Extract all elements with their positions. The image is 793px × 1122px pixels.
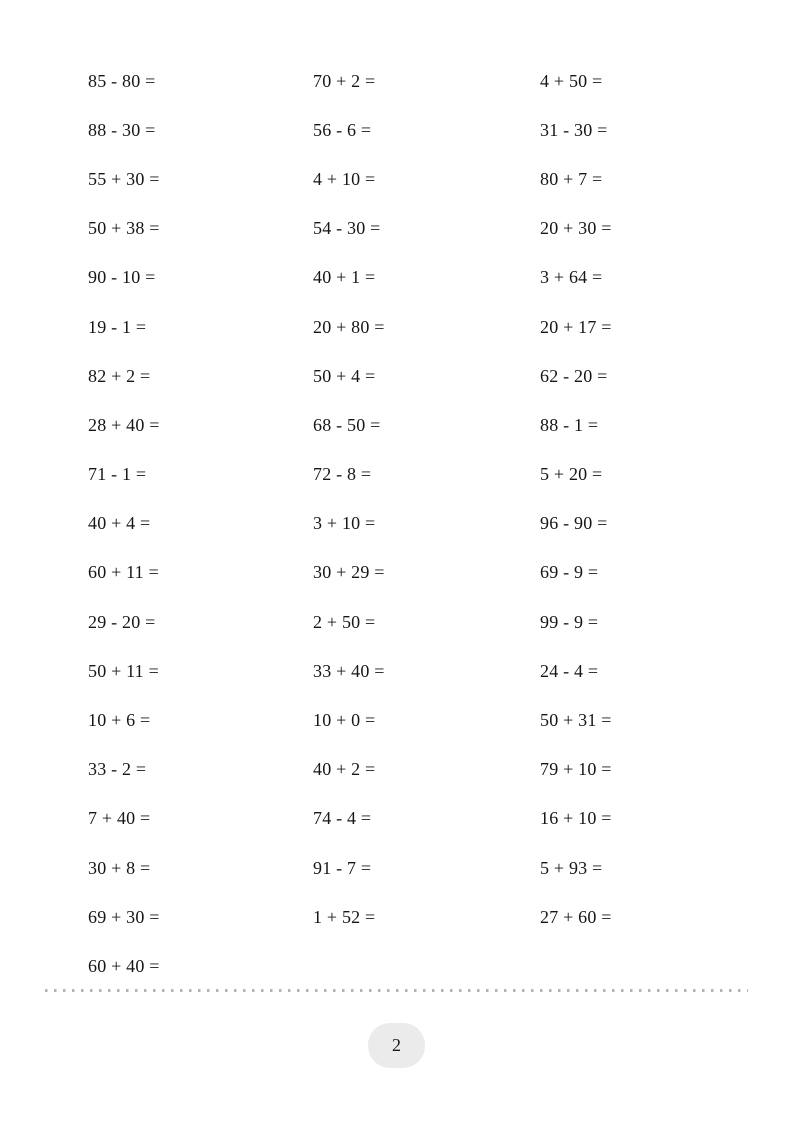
page-number-badge [368,1023,425,1068]
math-problem: 79 + 10 = [540,759,612,780]
math-problem: 20 + 30 = [540,218,612,239]
math-problem: 24 - 4 = [540,660,599,681]
dotted-divider [45,989,748,992]
math-problem: 20 + 80 = [313,316,385,337]
math-problem: 3 + 10 = [313,513,376,534]
problem-row [0,695,793,744]
math-problem: 16 + 10 = [540,808,612,829]
math-problem: 96 - 90 = [540,513,608,534]
problem-grid [0,56,793,991]
problem-row [0,154,793,203]
math-problem: 85 - 80 = [88,70,156,91]
math-problem: 91 - 7 = [313,857,372,878]
problem-row [0,646,793,695]
problem-row [0,745,793,794]
math-problem: 40 + 2 = [313,759,376,780]
math-problem: 74 - 4 = [313,808,372,829]
math-problem: 3 + 64 = [540,267,603,288]
math-problem: 60 + 11 = [88,562,159,583]
problem-row [0,794,793,843]
problem-row [0,400,793,449]
math-problem: 4 + 50 = [540,70,603,91]
math-problem: 5 + 20 = [540,464,603,485]
problem-row [0,351,793,400]
math-problem: 68 - 50 = [313,414,381,435]
math-problem: 50 + 11 = [88,660,159,681]
math-problem: 99 - 9 = [540,611,599,632]
math-problem: 27 + 60 = [540,906,612,927]
math-problem: 40 + 1 = [313,267,376,288]
math-problem: 19 - 1 = [88,316,147,337]
math-problem: 54 - 30 = [313,218,381,239]
math-problem: 30 + 8 = [88,857,151,878]
math-problem: 30 + 29 = [313,562,385,583]
math-problem: 10 + 6 = [88,710,151,731]
math-problem: 33 - 2 = [88,759,147,780]
math-problem: 5 + 93 = [540,857,603,878]
math-problem: 80 + 7 = [540,168,603,189]
problem-row [0,941,793,990]
math-problem: 2 + 50 = [313,611,376,632]
math-problem: 50 + 31 = [540,710,612,731]
page-number: 2 [392,1035,401,1055]
math-problem: 90 - 10 = [88,267,156,288]
math-problem: 40 + 4 = [88,513,151,534]
math-problem: 71 - 1 = [88,464,147,485]
problem-row [0,56,793,105]
problem-row [0,499,793,548]
math-problem: 7 + 40 = [88,808,151,829]
math-problem: 60 + 40 = [88,955,160,976]
problem-row [0,548,793,597]
math-problem: 72 - 8 = [313,464,372,485]
math-problem: 4 + 10 = [313,168,376,189]
math-problem: 88 - 30 = [88,119,156,140]
math-problem: 62 - 20 = [540,365,608,386]
math-problem: 28 + 40 = [88,414,160,435]
problem-row [0,892,793,941]
problem-row [0,843,793,892]
math-problem: 55 + 30 = [88,168,160,189]
math-problem: 20 + 17 = [540,316,612,337]
math-problem: 10 + 0 = [313,710,376,731]
problem-row [0,597,793,646]
math-problem: 88 - 1 = [540,414,599,435]
math-problem: 69 + 30 = [88,906,160,927]
math-problem: 1 + 52 = [313,906,376,927]
math-problem: 70 + 2 = [313,70,376,91]
math-problem: 69 - 9 = [540,562,599,583]
math-problem: 31 - 30 = [540,119,608,140]
problem-row [0,105,793,154]
math-problem: 50 + 4 = [313,365,376,386]
math-problem: 33 + 40 = [313,660,385,681]
math-problem: 29 - 20 = [88,611,156,632]
math-problem: 50 + 38 = [88,218,160,239]
problem-row [0,450,793,499]
math-problem: 56 - 6 = [313,119,372,140]
math-problem: 82 + 2 = [88,365,151,386]
problem-row [0,204,793,253]
problem-row [0,302,793,351]
problem-row [0,253,793,302]
